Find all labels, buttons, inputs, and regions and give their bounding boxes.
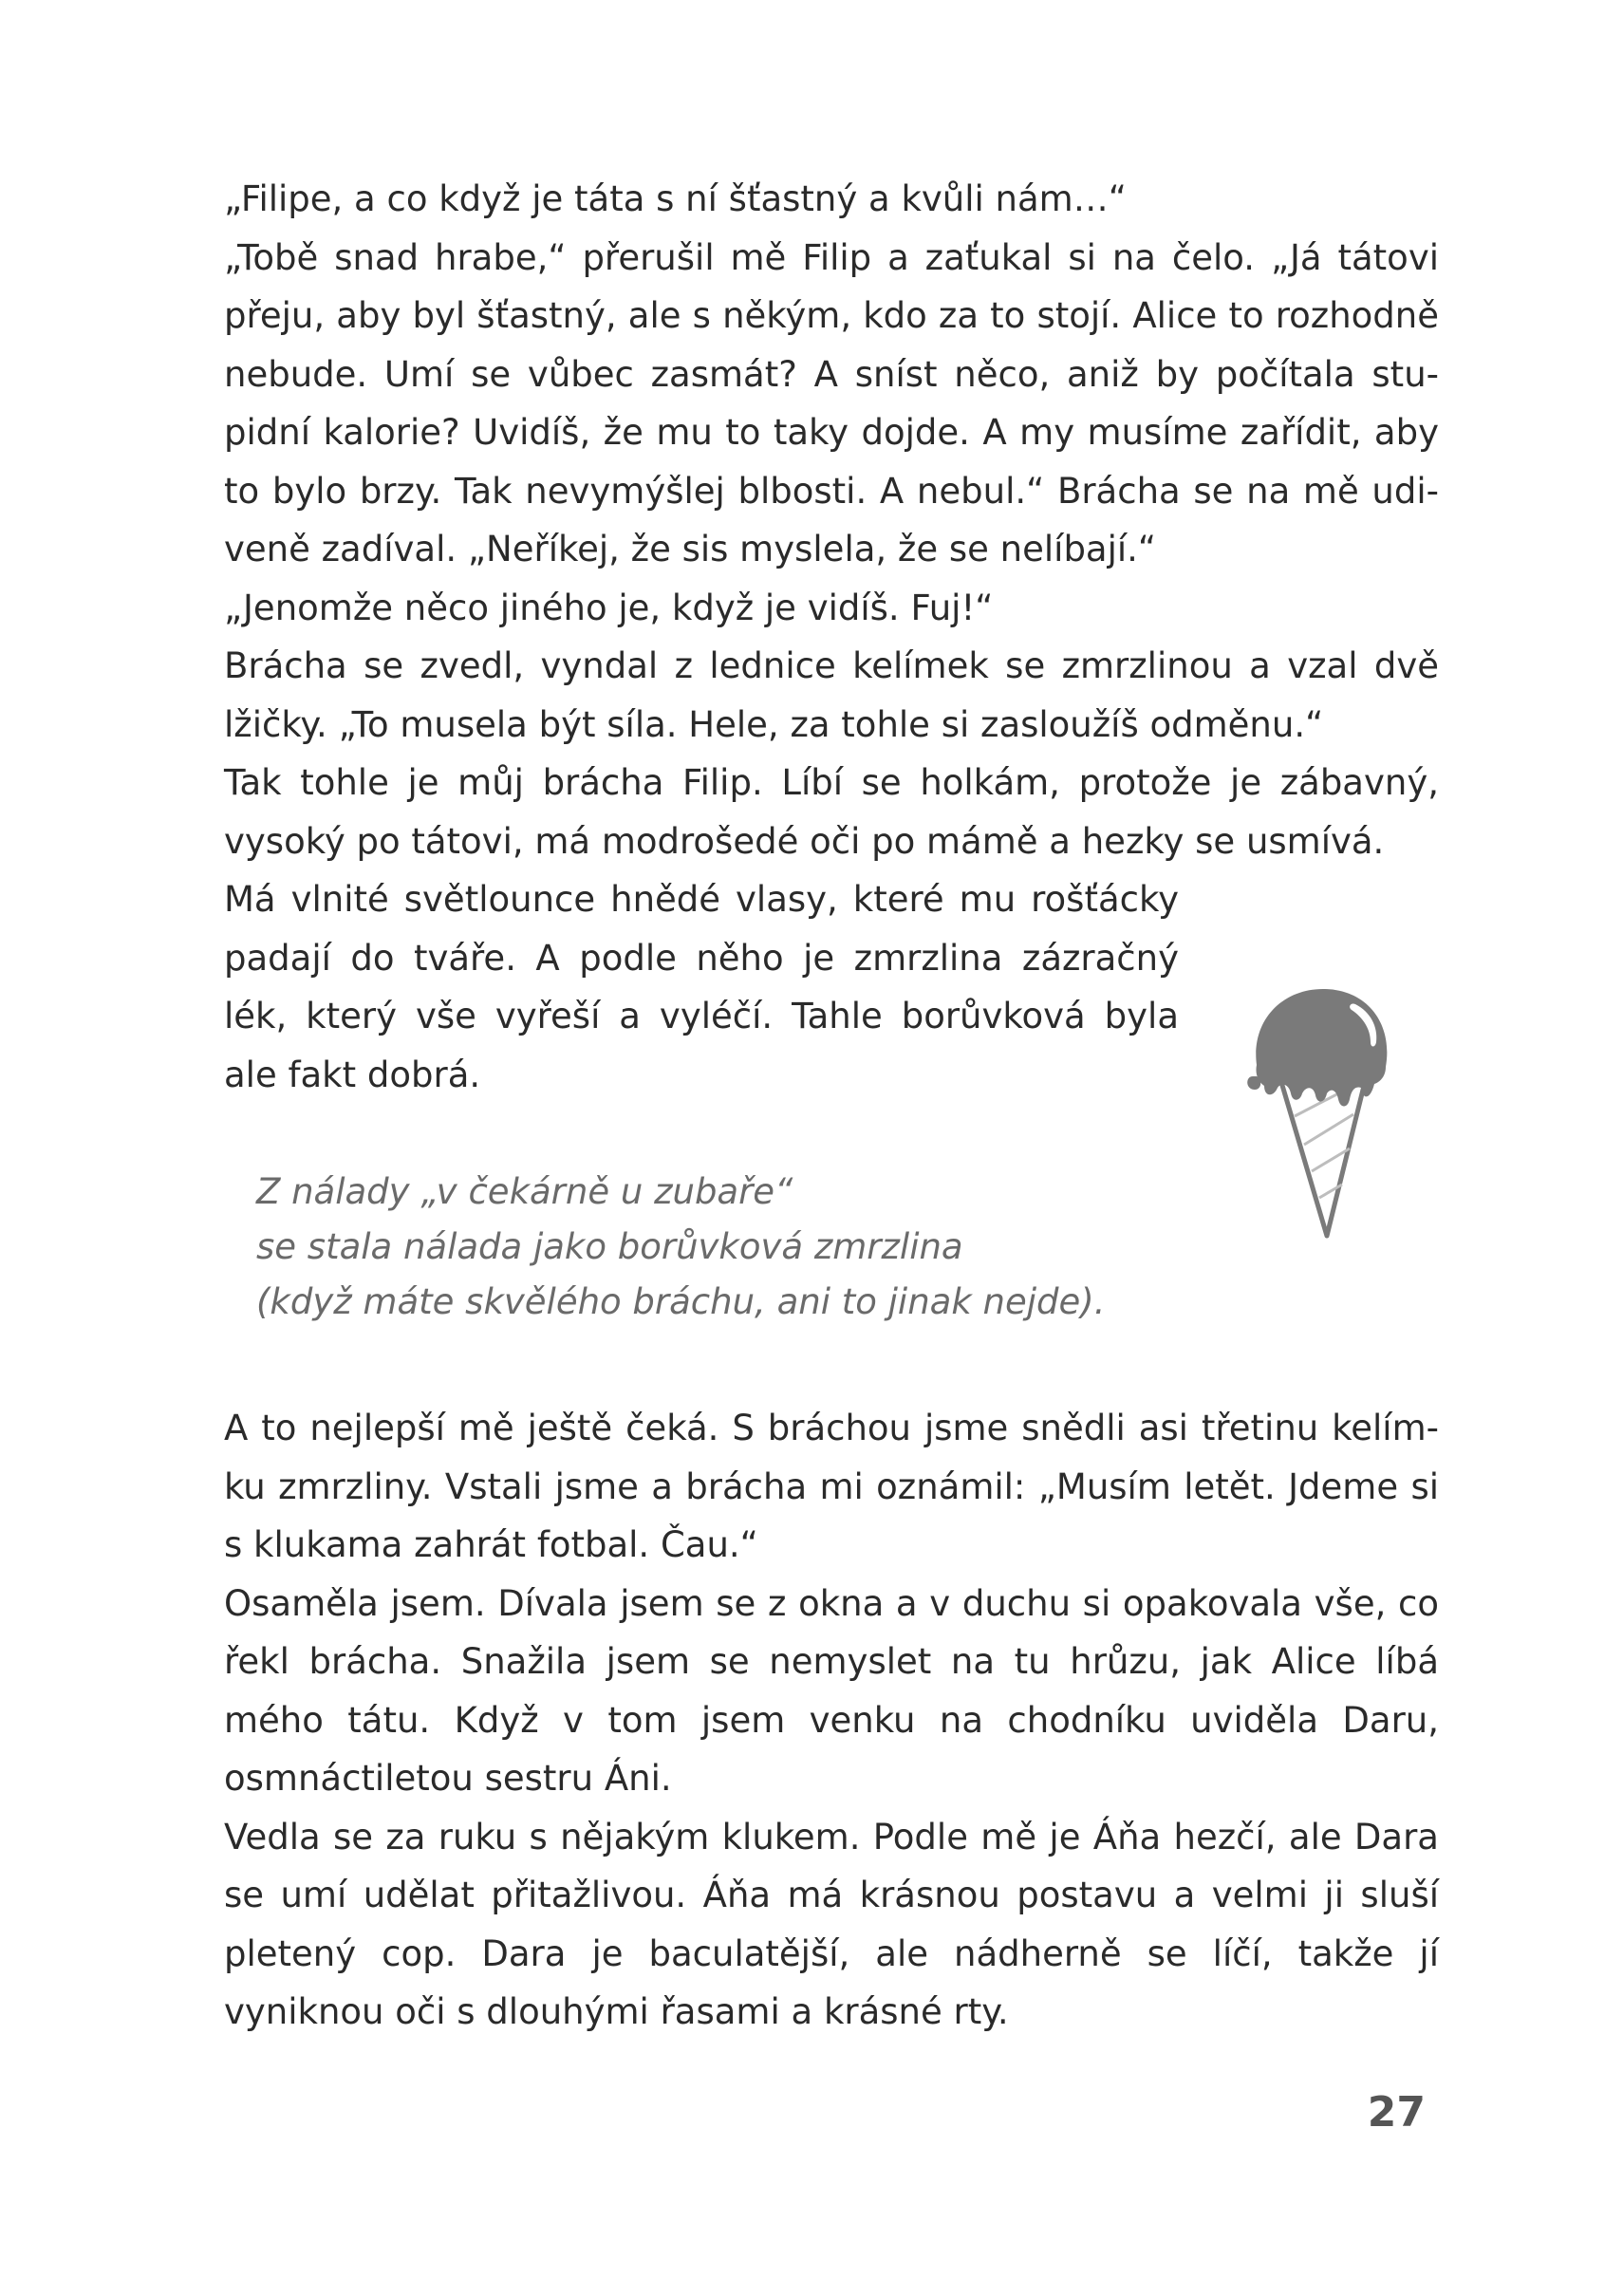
page-number: 27 (1367, 2088, 1426, 2137)
paragraph: Brácha se zvedl, vyndal z lednice kelímek se zmrzlinou a vzal dvě lžičky. „To musela být síla. Hele, za tohle si zasloužíš odměnu.“ (224, 645, 1439, 745)
paragraph: Vedla se za ruku s nějakým klukem. Podle mě je Áňa hezčí, ale Dara se umí udělat přitažlivou. Áňa má krásnou postavu a velmi ji sluší pletený cop. Dara je baculatější, ale nádherně se líčí, takže jí vyniknou oči s dlouhými řasami a krásné rty. (224, 1816, 1439, 2032)
body-text-bottom (224, 1399, 1439, 2042)
paragraph: Tak tohle je můj brácha Filip. Líbí se holkám, protože je zábavný, vysoký po tátovi, má modrošedé oči po mámě a hezky se usmívá. (224, 762, 1439, 862)
paragraph: „Jenomže něco jiného je, když je vidíš. Fuj!“ (224, 587, 994, 628)
paragraph: Osaměla jsem. Dívala jsem se z okna a v duchu si opakovala vše, co řekl brácha. Snažila jsem se nemyslet na tu hrůzu, jak Alice líbá mého tátu. Když v tom jsem venku na chodníku uviděla Daru, osmnáctiletou sestru Áni. (224, 1582, 1439, 1799)
paragraph-wrapped: Má vlnité světlounce hnědé vlasy, které mu rošťácky padají do tváře. A podle něho je zmrzlina zázračný lék, který vše vyřeší a vyléčí. Tahle borůvková byla ale fakt dobrá. (224, 879, 1179, 1095)
paragraph: „Filipe, a co když je táta s ní šťastný a kvůli nám…“ (224, 178, 1127, 219)
italic-aside (256, 1165, 1205, 1330)
aside-line: Z nálady „v čekárně u zubaře“ (256, 1171, 793, 1212)
aside-line: (když máte skvělého bráchu, ani to jinak nejde). (256, 1281, 1106, 1322)
ice-cream-cone-icon (1243, 983, 1403, 1241)
paragraph: „Tobě snad hrabe,“ přerušil mě Filip a zaťukal si na čelo. „Já tátovi přeju, aby byl šťastný, ale s někým, kdo za to stojí. Alice to rozhodně nebude. Umí se vůbec zasmát? A sníst něco, aniž by počítala stupidní kalorie? Uvidíš, že mu to taky dojde. A my musíme zařídit, aby to bylo brzy. Tak nevymýšlej blbosti. A nebul.“ Brácha se na mě udiveně zadíval. „Neříkej, že sis myslela, že se nelíbají.“ (224, 236, 1439, 569)
paragraph: A to nejlepší mě ještě čeká. S bráchou jsme snědli asi třetinu kelímku zmrzliny. Vstali jsme a brácha mi oznámil: „Musím letět. Jdeme si s klukama zahrát fotbal. Čau.“ (224, 1408, 1439, 1565)
body-text-top (224, 170, 1439, 1104)
aside-line: se stala nálada jako borůvková zmrzlina (256, 1226, 963, 1267)
